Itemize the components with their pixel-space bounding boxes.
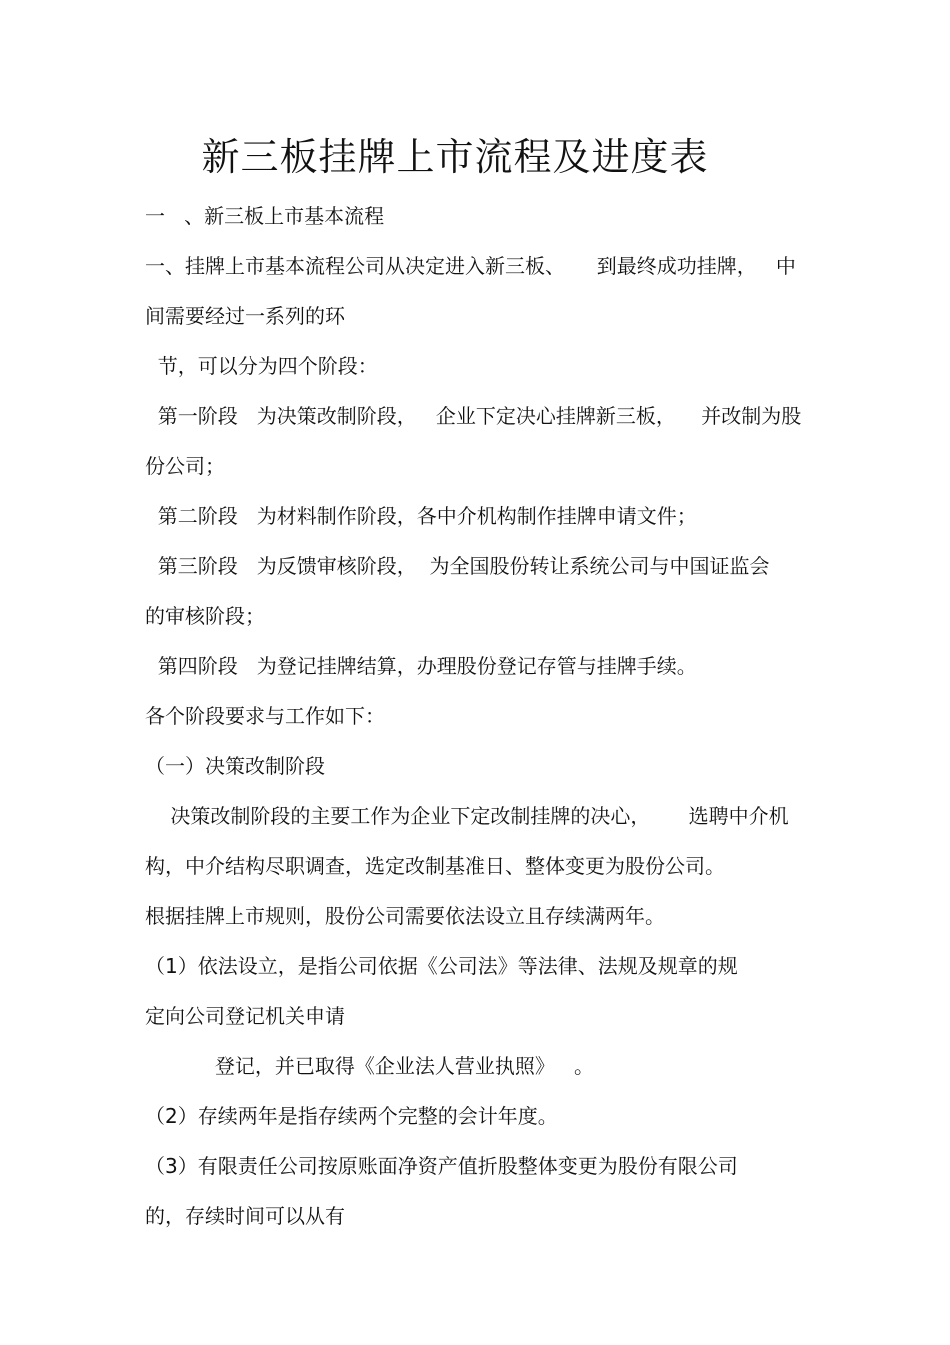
body-line: 登记，并已取得《企业法人营业执照》 。 bbox=[145, 1054, 595, 1078]
body-line: （2）存续两年是指存续两个完整的会计年度。 bbox=[145, 1104, 558, 1128]
section-heading: 一 、新三板上市基本流程 bbox=[145, 204, 385, 228]
body-line: 决策改制阶段的主要工作为企业下定改制挂牌的决心， 选聘中介机 bbox=[145, 804, 789, 828]
body-line: 间需要经过一系列的环 bbox=[145, 304, 345, 328]
body-line: 的审核阶段； bbox=[145, 604, 265, 628]
body-line: 根据挂牌上市规则，股份公司需要依法设立且存续满两年。 bbox=[145, 904, 665, 928]
body-line: （3）有限责任公司按原账面净资产值折股整体变更为股份有限公司 bbox=[145, 1154, 738, 1178]
body-line: 第三阶段 为反馈审核阶段， 为全国股份转让系统公司与中国证监会 bbox=[145, 554, 770, 578]
body-line: 第四阶段 为登记挂牌结算，办理股份登记存管与挂牌手续。 bbox=[145, 654, 697, 678]
body-line: 的，存续时间可以从有 bbox=[145, 1204, 345, 1228]
body-line: 各个阶段要求与工作如下： bbox=[145, 704, 385, 728]
subsection-heading: （一）决策改制阶段 bbox=[145, 754, 325, 778]
body-line: （1）依法设立，是指公司依据《公司法》等法律、法规及规章的规 bbox=[145, 954, 738, 978]
body-line: 节，可以分为四个阶段： bbox=[145, 354, 378, 378]
body-line: 份公司； bbox=[145, 454, 225, 478]
body-line: 构，中介结构尽职调查，选定改制基准日、整体变更为股份公司。 bbox=[145, 854, 725, 878]
body-line: 定向公司登记机关申请 bbox=[145, 1004, 345, 1028]
body-line: 一、挂牌上市基本流程公司从决定进入新三板、 到最终成功挂牌， 中 bbox=[145, 254, 796, 278]
body-line: 第一阶段 为决策改制阶段， 企业下定决心挂牌新三板， 并改制为股 bbox=[145, 404, 802, 428]
body-line: 第二阶段 为材料制作阶段，各中介机构制作挂牌申请文件； bbox=[145, 504, 697, 528]
document-title: 新三板挂牌上市流程及进度表 bbox=[201, 135, 709, 179]
